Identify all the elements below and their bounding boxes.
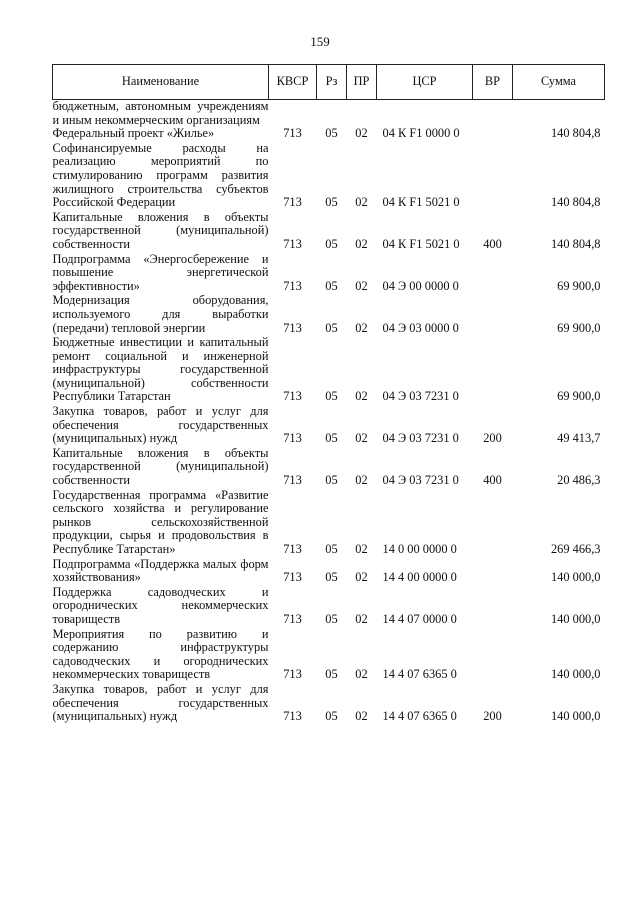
- cell-pr: 02: [355, 473, 368, 488]
- cell-rz: 05: [325, 236, 338, 251]
- table-row: [53, 586, 605, 628]
- cell-kvsr: 713: [283, 320, 302, 335]
- table-row: [53, 336, 605, 405]
- table-row: [53, 253, 605, 295]
- cell-kvsr: 713: [283, 570, 302, 585]
- cell-name: Бюджетные инвестиции и капитальный ремонт социальной и инженерной инфраструктуры государственной (муниципальной) собственности Республики Татарстан: [52, 335, 269, 404]
- cell-sum: 69 900,0: [557, 320, 601, 335]
- table-row: [53, 142, 605, 211]
- cell-kvsr: 713: [283, 278, 302, 293]
- cell-pr: 02: [355, 611, 368, 626]
- cell-pr: 02: [355, 278, 368, 293]
- cell-pr: 02: [355, 542, 368, 556]
- cell-rz: 05: [325, 667, 338, 682]
- cell-sum: 140 000,0: [550, 570, 601, 585]
- cell-pr: 02: [355, 667, 368, 682]
- table-row: [53, 127, 605, 142]
- cell-name: Капитальные вложения в объекты государственной (муниципальной) собственности: [52, 445, 269, 488]
- header-vr: ВР: [473, 65, 513, 100]
- cell-name: Модернизация оборудования, используемого для выработки (передачи) тепловой энергии: [52, 293, 269, 335]
- cell-name: Закупка товаров, работ и услуг для обеспечения государственных (муниципальных) нужд: [52, 681, 269, 724]
- cell-csr: 04 Э 03 7231 0: [382, 389, 459, 404]
- cell-sum: 49 413,7: [557, 431, 601, 446]
- cell-pr: 02: [355, 195, 368, 210]
- cell-pr: 02: [355, 389, 368, 404]
- cell-pr: 02: [355, 126, 368, 141]
- cell-name: Подпрограмма «Поддержка малых форм хозяйствования»: [52, 556, 269, 585]
- cell-csr: 04 Э 00 0000 0: [382, 278, 459, 293]
- header-kvsr: КВСР: [269, 65, 317, 100]
- table-header-row: [53, 65, 605, 100]
- table-row: [53, 558, 605, 586]
- cell-pr: 02: [355, 431, 368, 446]
- cell-rz: 05: [325, 195, 338, 210]
- cell-sum: 140 000,0: [550, 611, 601, 626]
- table-row: [53, 489, 605, 558]
- cell-pr: 02: [355, 570, 368, 585]
- table-row: [53, 405, 605, 447]
- cell-name: Федеральный проект «Жилье»: [52, 126, 215, 141]
- cell-csr: 14 4 00 0000 0: [382, 570, 457, 585]
- header-name: Наименование: [53, 65, 269, 100]
- cell-pr: 02: [355, 320, 368, 335]
- cell-pr: 02: [355, 236, 368, 251]
- cell-vr: [473, 336, 513, 405]
- cell-name: Подпрограмма «Энергосбережение и повышение энергетической эффективности»: [52, 251, 269, 293]
- continuation-text: бюджетным, автономным учреждениям и иным некоммерческим организациям: [52, 99, 269, 127]
- cell-csr: 04 К F1 0000 0: [382, 126, 460, 141]
- cell-rz: 05: [325, 473, 338, 488]
- cell-name: Капитальные вложения в объекты государственной (муниципальной) собственности: [52, 209, 269, 251]
- cell-sum: 140 804,8: [550, 126, 601, 141]
- header-pr: ПР: [347, 65, 377, 100]
- cell-vr: [473, 628, 513, 683]
- cell-csr: 14 4 07 0000 0: [382, 611, 457, 626]
- cell-name: Мероприятия по развитию и содержанию инфраструктуры садоводческих и огороднических некоммерческих товариществ: [52, 626, 269, 682]
- cell-vr: [473, 127, 513, 142]
- cell-csr: 04 Э 03 7231 0: [382, 431, 459, 446]
- cell-vr: [473, 294, 513, 336]
- cell-rz: 05: [325, 431, 338, 446]
- table-row-continuation: [53, 100, 605, 128]
- cell-vr: [473, 142, 513, 211]
- cell-kvsr: 713: [283, 195, 302, 210]
- cell-kvsr: 713: [283, 709, 302, 724]
- cell-pr: 02: [355, 709, 368, 724]
- cell-rz: 05: [325, 389, 338, 404]
- cell-vr: [473, 558, 513, 586]
- header-csr: ЦСР: [377, 65, 473, 100]
- cell-sum: 140 000,0: [550, 709, 601, 724]
- table-row: [53, 447, 605, 489]
- cell-csr: 14 4 07 6365 0: [382, 709, 457, 724]
- cell-kvsr: 713: [283, 389, 302, 404]
- cell-rz: 05: [325, 320, 338, 335]
- cell-kvsr: 713: [283, 473, 302, 488]
- cell-vr: 400: [483, 236, 502, 251]
- cell-csr: 04 Э 03 7231 0: [382, 473, 459, 488]
- cell-vr: 400: [483, 473, 502, 488]
- cell-kvsr: 713: [283, 236, 302, 251]
- cell-rz: 05: [325, 542, 338, 556]
- header-rz: Рз: [317, 65, 347, 100]
- cell-rz: 05: [325, 709, 338, 724]
- cell-kvsr: 713: [283, 611, 302, 626]
- cell-sum: 69 900,0: [557, 389, 601, 404]
- cell-kvsr: 713: [283, 126, 302, 141]
- cell-name: Государственная программа «Развитие сельского хозяйства и регулирование рынков сельскохозяйственной продукции, сырья и продовольствия в Республике Татарстан»: [52, 487, 269, 556]
- table-row: [53, 211, 605, 253]
- cell-vr: [473, 253, 513, 295]
- cell-sum: 140 804,8: [550, 195, 601, 210]
- cell-csr: 04 К F1 5021 0: [382, 236, 460, 251]
- cell-rz: 05: [325, 570, 338, 585]
- table-row: [53, 683, 605, 725]
- cell-sum: 140 804,8: [550, 236, 601, 251]
- cell-kvsr: 713: [283, 431, 302, 446]
- cell-name: Софинансируемые расходы на реализацию мероприятий по стимулированию программ развития жилищного строительства субъектов Российской Федерации: [52, 140, 269, 210]
- cell-sum: 140 000,0: [550, 667, 601, 682]
- cell-sum: 269 466,3: [550, 542, 601, 556]
- cell-rz: 05: [325, 278, 338, 293]
- page-number: 159: [310, 34, 330, 49]
- header-sum: Сумма: [513, 65, 605, 100]
- cell-csr: 14 0 00 0000 0: [382, 542, 457, 556]
- cell-kvsr: 713: [283, 667, 302, 682]
- cell-vr: [473, 586, 513, 628]
- table-row: [53, 294, 605, 336]
- cell-kvsr: 713: [283, 542, 302, 556]
- cell-sum: 69 900,0: [557, 278, 601, 293]
- cell-vr: 200: [483, 709, 502, 724]
- budget-table: [52, 64, 605, 725]
- table-row: [53, 628, 605, 683]
- cell-csr: 04 К F1 5021 0: [382, 195, 460, 210]
- table-body: [53, 100, 605, 725]
- cell-rz: 05: [325, 611, 338, 626]
- cell-name: Поддержка садоводческих и огороднических некоммерческих товариществ: [52, 584, 269, 626]
- cell-vr: 200: [483, 431, 502, 446]
- cell-vr: [473, 489, 513, 558]
- cell-rz: 05: [325, 126, 338, 141]
- cell-csr: 04 Э 03 0000 0: [382, 320, 459, 335]
- cell-csr: 14 4 07 6365 0: [382, 667, 457, 682]
- cell-name: Закупка товаров, работ и услуг для обеспечения государственных (муниципальных) нужд: [52, 404, 269, 446]
- cell-sum: 20 486,3: [557, 473, 601, 488]
